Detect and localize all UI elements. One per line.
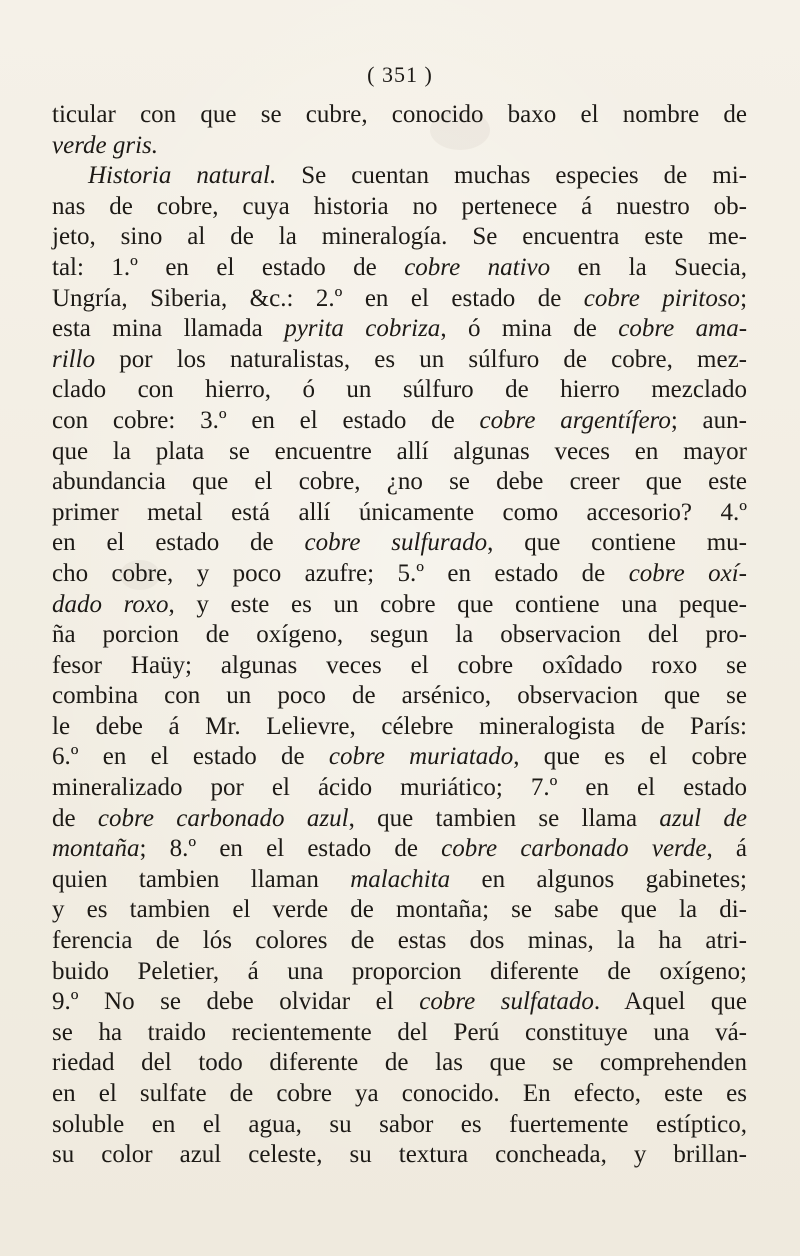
text-line bbox=[52, 895, 747, 926]
text-segment: y es tambien el verde de montaña; se sabe que la di- bbox=[52, 896, 747, 924]
italic-text-segment: cobre muriatado bbox=[328, 743, 514, 771]
text-segment: fesor Haüy; algunas veces el cobre oxîdado roxo se bbox=[52, 651, 747, 679]
italic-text-segment: cobre argentífero bbox=[479, 406, 671, 434]
text-line bbox=[52, 1079, 747, 1110]
text-segment: 9.º No se debe olvidar el bbox=[52, 988, 420, 1016]
text-line bbox=[52, 957, 747, 988]
text-segment: . Aquel que bbox=[593, 988, 747, 1016]
italic-text-segment: rillo bbox=[52, 345, 96, 373]
text-segment: 6.º en el estado de bbox=[52, 743, 329, 771]
text-line bbox=[52, 314, 747, 345]
text-line bbox=[52, 742, 747, 773]
italic-text-segment: dado roxo bbox=[52, 590, 169, 618]
text-line bbox=[52, 253, 747, 284]
italic-text-segment: cobre carbonado azul bbox=[97, 804, 349, 832]
text-line bbox=[52, 345, 747, 376]
body-text bbox=[52, 100, 747, 1171]
text-segment: abundancia que el cobre, ¿no se debe creer que este bbox=[52, 468, 747, 496]
text-segment: buido Peletier, á una proporcion diferente de oxígeno; bbox=[52, 957, 747, 985]
text-line bbox=[52, 1018, 747, 1049]
page-number-header: ( 351 ) bbox=[367, 62, 433, 87]
text-line bbox=[52, 284, 747, 315]
italic-text-segment: cobre carbonado verde bbox=[441, 835, 707, 863]
text-line bbox=[52, 651, 747, 682]
text-segment: clado con hierro, ó un súlfuro de hierro mezclado bbox=[52, 376, 747, 404]
italic-text-segment: cobre piritoso bbox=[583, 284, 741, 312]
text-segment: Ungría, Siberia, &c.: 2.º en el estado de bbox=[52, 284, 584, 312]
text-segment: en el estado de bbox=[52, 529, 305, 557]
text-line bbox=[52, 1110, 747, 1141]
text-segment: cho cobre, y poco azufre; 5.º en estado de bbox=[52, 559, 629, 587]
text-segment: con cobre: 3.º en el estado de bbox=[52, 406, 480, 434]
text-segment: riedad del todo diferente de las que se comprehenden bbox=[52, 1049, 747, 1077]
text-segment: primer metal está allí únicamente como accesorio? 4.º bbox=[52, 498, 747, 526]
text-segment: jeto, sino al de la mineralogía. Se encuentra este me- bbox=[52, 223, 747, 251]
text-line bbox=[52, 528, 747, 559]
text-line bbox=[52, 773, 747, 804]
text-segment: , que es el cobre bbox=[513, 743, 748, 771]
text-line bbox=[52, 681, 747, 712]
text-line bbox=[52, 161, 747, 192]
text-segment: le debe á Mr. Lelievre, célebre mineralogista de París: bbox=[52, 712, 747, 740]
text-segment: por los naturalistas, es un súlfuro de cobre, mez- bbox=[95, 345, 747, 373]
italic-text-segment: Historia natural. bbox=[88, 162, 277, 190]
text-line bbox=[52, 865, 747, 896]
text-segment: en el sulfate de cobre ya conocido. En efecto, este es bbox=[52, 1080, 747, 1107]
italic-text-segment: pyrita cobriza bbox=[284, 315, 441, 343]
text-line bbox=[52, 375, 747, 406]
text-segment: en la Suecia, bbox=[550, 253, 747, 281]
text-line bbox=[52, 620, 747, 651]
italic-text-segment: cobre oxí- bbox=[628, 559, 747, 587]
text-segment: de bbox=[52, 804, 98, 832]
text-segment: ; bbox=[740, 284, 748, 312]
text-line bbox=[52, 100, 747, 131]
text-line bbox=[52, 1140, 747, 1171]
text-segment: ña porcion de oxígeno, segun la observacion del pro- bbox=[52, 621, 747, 649]
italic-text-segment: cobre nativo bbox=[404, 253, 551, 281]
text-line bbox=[52, 192, 747, 223]
text-segment: , que contiene mu- bbox=[487, 529, 747, 557]
text-segment: tal: 1.º en el estado de bbox=[52, 253, 405, 281]
text-segment: , á bbox=[706, 835, 747, 863]
text-segment: quien tambien llaman bbox=[52, 865, 351, 893]
text-segment: , que tambien se llama bbox=[348, 804, 660, 832]
text-segment: en algunos gabinetes; bbox=[450, 865, 747, 893]
text-segment: combina con un poco de arsénico, observacion que se bbox=[52, 682, 747, 710]
italic-text-segment: cobre sulfatado bbox=[419, 988, 594, 1016]
italic-text-segment: malachita bbox=[350, 865, 451, 893]
text-segment: se ha traido recientemente del Perú constituye una vá- bbox=[52, 1018, 747, 1046]
text-segment: que la plata se encuentre allí algunas veces en mayor bbox=[52, 437, 747, 465]
italic-text-segment: verde gris. bbox=[52, 131, 158, 159]
text-segment: nas de cobre, cuya historia no pertenece á nuestro ob- bbox=[52, 192, 747, 220]
text-line bbox=[52, 559, 747, 590]
text-segment: , ó mina de bbox=[440, 315, 619, 343]
text-line bbox=[52, 834, 747, 865]
text-line bbox=[52, 1048, 747, 1079]
text-segment: esta mina llamada bbox=[52, 315, 285, 343]
text-line bbox=[52, 222, 747, 253]
text-line bbox=[52, 712, 747, 743]
text-line bbox=[52, 926, 747, 957]
italic-text-segment: cobre sulfurado bbox=[304, 529, 488, 557]
text-segment: Se cuentan muchas especies de mi- bbox=[276, 162, 747, 190]
text-segment: ; 8.º en el estado de bbox=[139, 835, 442, 863]
text-segment: su color azul celeste, su textura concheada, y brillan- bbox=[52, 1141, 747, 1169]
text-line bbox=[52, 467, 747, 498]
italic-text-segment: azul de bbox=[659, 804, 747, 832]
text-line bbox=[52, 590, 747, 621]
text-line bbox=[52, 406, 747, 437]
text-segment: mineralizado por el ácido muriático; 7.º en el estado bbox=[52, 774, 747, 802]
italic-text-segment: montaña bbox=[52, 835, 140, 863]
italic-text-segment: cobre ama- bbox=[618, 315, 748, 343]
text-line bbox=[52, 804, 747, 835]
text-segment: ferencia de lós colores de estas dos minas, la ha atri- bbox=[52, 927, 747, 955]
text-line bbox=[52, 498, 747, 529]
text-segment: , y este es un cobre que contiene una peque- bbox=[168, 590, 747, 618]
text-segment: ; aun- bbox=[670, 406, 747, 434]
text-line bbox=[52, 987, 747, 1018]
text-segment: soluble en el agua, su sabor es fuertemente estíptico, bbox=[52, 1110, 747, 1138]
text-segment: ticular con que se cubre, conocido baxo el nombre de bbox=[52, 101, 747, 128]
text-line bbox=[52, 437, 747, 468]
text-line bbox=[52, 131, 747, 162]
